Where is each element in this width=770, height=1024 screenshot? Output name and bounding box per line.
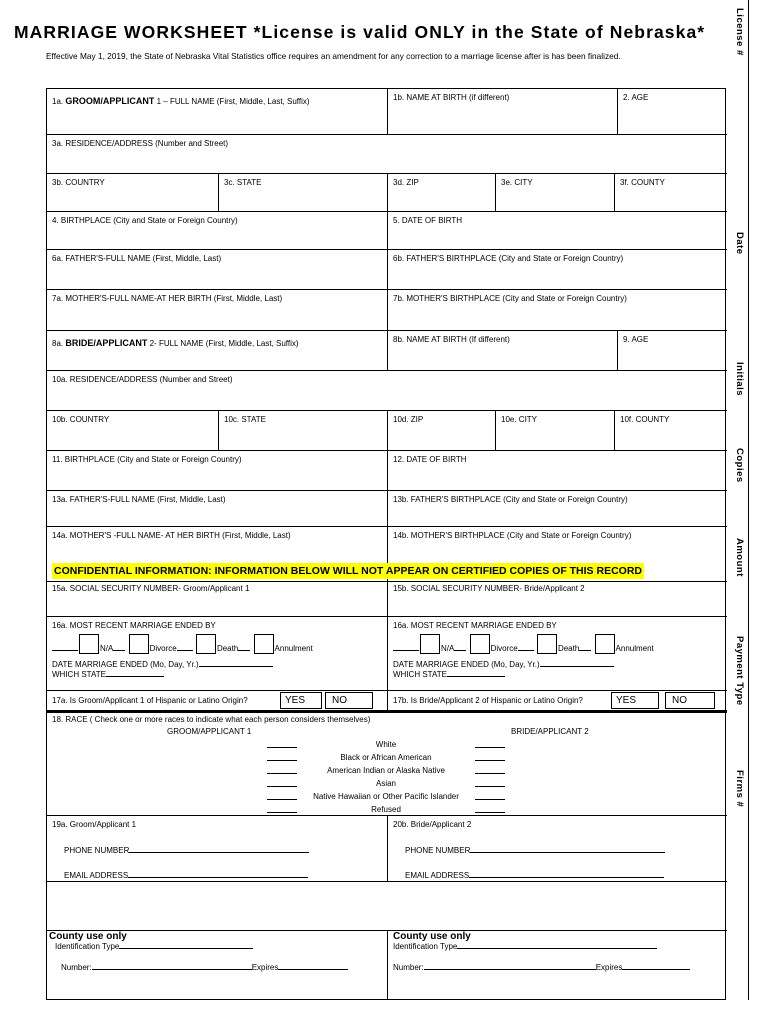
groom-hispanic-question: 17a. Is Groom/Applicant 1 of Hispanic or Latino Origin? <box>47 691 388 711</box>
bride-zip-field[interactable]: 10d. ZIP <box>388 411 496 451</box>
bride-country-field[interactable]: 10b. COUNTRY <box>47 411 219 451</box>
bride-race-refused-line[interactable] <box>475 805 505 813</box>
groom-mother-birthplace-field[interactable]: 7b. MOTHER'S BIRTHPLACE (City and State or Foreign Country) <box>388 290 727 331</box>
bride-date-ended-input[interactable] <box>540 666 614 667</box>
groom-hispanic-no[interactable]: NO <box>325 692 373 709</box>
groom-father-name-field[interactable]: 6a. FATHER'S-FULL NAME (First, Middle, Last) <box>47 250 388 290</box>
groom-city-field[interactable]: 3e. CITY <box>496 174 615 212</box>
bride-hispanic-yes[interactable]: YES <box>611 692 659 709</box>
groom-ssn-field[interactable]: 15a. SOCIAL SECURITY NUMBER- Groom/Applicant 1 <box>47 582 388 617</box>
bride-full-name-field[interactable]: 8a. BRIDE/APPLICANT 2- FULL NAME (First, Middle, Last, Suffix) <box>47 331 388 371</box>
groom-email-input[interactable] <box>128 877 308 878</box>
bride-email-input[interactable] <box>469 877 664 878</box>
bride-id-expires-input[interactable] <box>622 969 690 970</box>
groom-race-white-line[interactable] <box>267 740 297 748</box>
race-option-refused: Refused <box>371 805 401 814</box>
confidential-banner: CONFIDENTIAL INFORMATION: INFORMATION BELOW WILL NOT APPEAR ON CERTIFIED COPIES OF THIS RECORD <box>54 565 642 577</box>
bride-city-field[interactable]: 10e. CITY <box>496 411 615 451</box>
license-number-label: License # <box>734 8 745 56</box>
payment-type-label: Payment Type <box>734 636 745 706</box>
bride-race-asian-line[interactable] <box>475 779 505 787</box>
groom-race-asian-line[interactable] <box>267 779 297 787</box>
groom-annulment-checkbox[interactable] <box>254 634 274 654</box>
groom-race-native-line[interactable] <box>267 766 297 774</box>
bride-ssn-field[interactable]: 15b. SOCIAL SECURITY NUMBER- Bride/Applicant 2 <box>388 582 727 617</box>
groom-birthplace-field[interactable]: 4. BIRTHPLACE (City and State or Foreign Country) <box>47 212 388 250</box>
bride-father-birthplace-field[interactable]: 13b. FATHER'S BIRTHPLACE (City and State or Foreign Country) <box>388 491 727 527</box>
groom-state-field[interactable]: 3c. STATE <box>219 174 388 212</box>
initials-label: Initials <box>734 362 745 397</box>
bride-na-checkbox[interactable] <box>420 634 440 654</box>
bride-race-white-line[interactable] <box>475 740 505 748</box>
bride-birth-name-field[interactable]: 8b. NAME AT BIRTH (If different) <box>388 331 618 371</box>
groom-id-expires-input[interactable] <box>278 969 348 970</box>
blank-row <box>47 882 727 931</box>
copies-label: Copies <box>734 448 745 483</box>
groom-hispanic-yes[interactable]: YES <box>280 692 322 709</box>
bride-marriage-ended-section: 16a. MOST RECENT MARRIAGE ENDED BY N/A Divorce Death Annulment DATE MARRIAGE ENDED (Mo, Day, Yr.) WHICH STATE <box>388 617 727 691</box>
groom-death-checkbox[interactable] <box>196 634 216 654</box>
bride-applicant-heading: BRIDE/APPLICANT <box>65 338 148 348</box>
groom-which-state-input[interactable] <box>106 676 164 677</box>
bride-which-state-input[interactable] <box>447 676 505 677</box>
groom-zip-field[interactable]: 3d. ZIP <box>388 174 496 212</box>
bride-county-use-section: County use only Identification Type Number: Expires <box>388 931 727 999</box>
bride-id-type-input[interactable] <box>457 948 657 949</box>
groom-mother-name-field[interactable]: 7a. MOTHER'S-FULL NAME-AT HER BIRTH (First, Middle, Last) <box>47 290 388 331</box>
bride-race-hawaiian-line[interactable] <box>475 792 505 800</box>
groom-county-use-section: County use only Identification Type Number: Expires <box>47 931 388 999</box>
bride-dob-field[interactable]: 12. DATE OF BIRTH <box>388 451 727 491</box>
groom-race-black-line[interactable] <box>267 753 297 761</box>
groom-country-field[interactable]: 3b. COUNTRY <box>47 174 219 212</box>
groom-residence-field[interactable]: 3a. RESIDENCE/ADDRESS (Number and Street) <box>47 135 727 174</box>
date-label: Date <box>734 232 745 255</box>
bride-father-name-field[interactable]: 13a. FATHER'S-FULL NAME (First, Middle, Last) <box>47 491 388 527</box>
groom-full-name-field[interactable]: 1a. GROOM/APPLICANT 1 – FULL NAME (First, Middle, Last, Suffix) <box>47 89 388 135</box>
groom-birth-name-field[interactable]: 1b. NAME AT BIRTH (if different) <box>388 89 618 135</box>
bride-phone-input[interactable] <box>470 852 665 853</box>
race-option-black: Black or African American <box>340 753 432 762</box>
groom-id-type-input[interactable] <box>119 948 253 949</box>
race-section: 18. RACE ( Check one or more races to indicate what each person considers themselves) <box>47 713 727 816</box>
office-use-column <box>732 0 748 1000</box>
race-groom-column-label: GROOM/APPLICANT 1 <box>167 727 252 736</box>
groom-na-checkbox[interactable] <box>79 634 99 654</box>
race-option-asian: Asian <box>375 779 396 788</box>
groom-age-field[interactable]: 2. AGE <box>618 89 727 135</box>
groom-phone-input[interactable] <box>129 852 309 853</box>
groom-date-ended-input[interactable] <box>199 666 273 667</box>
groom-marriage-ended-section: 16a. MOST RECENT MARRIAGE ENDED BY N/A Divorce Death Annulment DATE MARRIAGE ENDED (Mo, Day, Yr.) WHICH STATE <box>47 617 388 691</box>
groom-id-number-input[interactable] <box>92 969 252 970</box>
bride-age-field[interactable]: 9. AGE <box>618 331 727 371</box>
bride-state-field[interactable]: 10c. STATE <box>219 411 388 451</box>
bride-mother-birthplace-field[interactable]: 14b. MOTHER'S BIRTHPLACE (City and State or Foreign Country) <box>388 527 727 582</box>
bride-mother-name-field[interactable]: 14a. MOTHER'S -FULL NAME- AT HER BIRTH (First, Middle, Last) <box>47 527 388 582</box>
worksheet-form <box>46 88 726 1000</box>
bride-divorce-checkbox[interactable] <box>470 634 490 654</box>
bride-race-black-line[interactable] <box>475 753 505 761</box>
groom-divorce-checkbox[interactable] <box>129 634 149 654</box>
bride-contact-section: 20b. Bride/Applicant 2 PHONE NUMBER EMAIL ADDRESS <box>388 816 727 882</box>
bride-birthplace-field[interactable]: 11. BIRTHPLACE (City and State or Foreign Country) <box>47 451 388 491</box>
firms-number-label: Firms # <box>734 770 745 808</box>
groom-contact-section: 19a. Groom/Applicant 1 PHONE NUMBER EMAIL ADDRESS <box>47 816 388 882</box>
bride-id-number-input[interactable] <box>424 969 596 970</box>
bride-county-field[interactable]: 10f. COUNTY <box>615 411 727 451</box>
groom-race-refused-line[interactable] <box>267 805 297 813</box>
race-option-white: White <box>375 740 397 749</box>
bride-hispanic-question: 17b. Is Bride/Applicant 2 of Hispanic or Latino Origin? <box>388 691 727 711</box>
race-option-hawaiian: Native Hawaiian or Other Pacific Islander <box>313 792 459 801</box>
bride-residence-field[interactable]: 10a. RESIDENCE/ADDRESS (Number and Street) <box>47 371 727 411</box>
bride-hispanic-no[interactable]: NO <box>665 692 715 709</box>
bride-race-native-line[interactable] <box>475 766 505 774</box>
race-bride-column-label: BRIDE/APPLICANT 2 <box>511 727 589 736</box>
groom-race-hawaiian-line[interactable] <box>267 792 297 800</box>
groom-father-birthplace-field[interactable]: 6b. FATHER'S BIRTHPLACE (City and State or Foreign Country) <box>388 250 727 290</box>
race-option-american-indian: American Indian or Alaska Native <box>327 766 445 775</box>
amount-label: Amount <box>734 538 745 577</box>
bride-annulment-checkbox[interactable] <box>595 634 615 654</box>
form-subtitle: Effective May 1, 2019, the State of Nebraska Vital Statistics office requires an amendment for any correction to a marriage license after is has been finalized. <box>46 51 621 61</box>
form-title: MARRIAGE WORKSHEET *License is valid ONLY in the State of Nebraska* <box>14 22 706 42</box>
groom-dob-field[interactable]: 5. DATE OF BIRTH <box>388 212 727 250</box>
bride-death-checkbox[interactable] <box>537 634 557 654</box>
groom-county-field[interactable]: 3f. COUNTY <box>615 174 727 212</box>
groom-applicant-heading: GROOM/APPLICANT <box>65 96 155 106</box>
